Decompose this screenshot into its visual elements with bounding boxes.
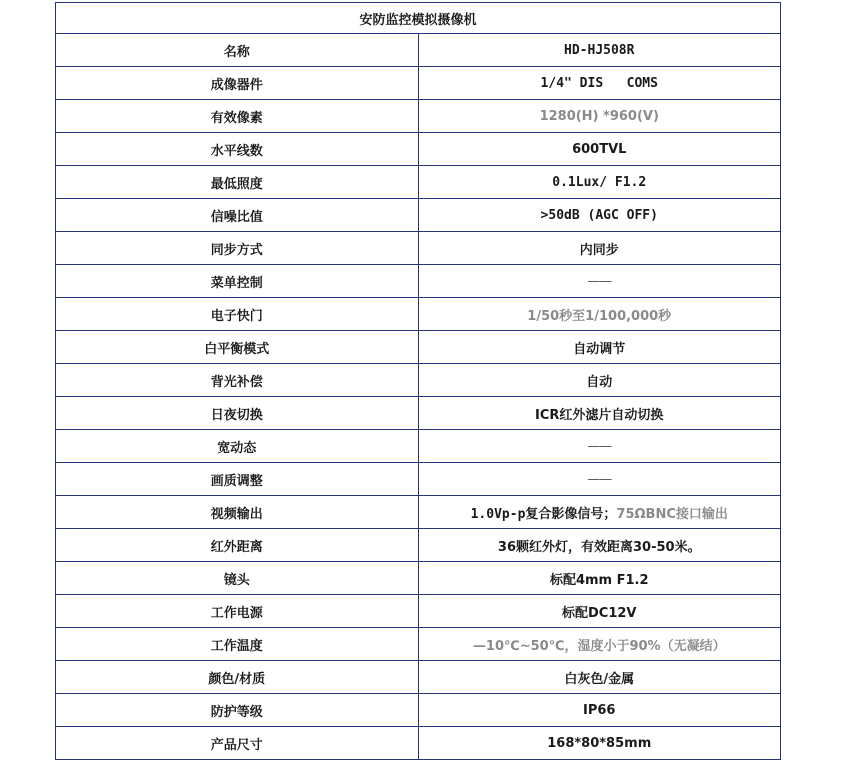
row-label: 镜头: [56, 562, 419, 595]
row-label: 信噪比值: [56, 199, 419, 232]
table-row: [56, 133, 781, 166]
row-label: 宽动态: [56, 430, 419, 463]
row-value: 标配4mm F1.2: [418, 562, 781, 595]
row-label: 颜色/材质: [56, 661, 419, 694]
row-value: 标配DC12V: [418, 595, 781, 628]
row-value: 1/50秒至1/100,000秒: [418, 298, 781, 331]
row-label: 水平线数: [56, 133, 419, 166]
table-row: [56, 331, 781, 364]
table-row: [56, 661, 781, 694]
row-label: 有效像素: [56, 100, 419, 133]
row-value: 自动: [418, 364, 781, 397]
row-label: 菜单控制: [56, 265, 419, 298]
table-row: [56, 265, 781, 298]
table-row: [56, 430, 781, 463]
row-value: 白灰色/金属: [418, 661, 781, 694]
row-value: 0.1Lux/ F1.2: [418, 166, 781, 199]
row-value-part1: 1.0Vp-p复合影像信号；: [470, 506, 617, 522]
table-row: [56, 628, 781, 661]
table-row: [56, 298, 781, 331]
row-label: 视频输出: [56, 496, 419, 529]
row-value: ——: [418, 463, 781, 496]
row-value: 600TVL: [418, 133, 781, 166]
row-value: ICR红外滤片自动切换: [418, 397, 781, 430]
row-label: 红外距离: [56, 529, 419, 562]
spec-table: [55, 2, 781, 760]
table-row: [56, 694, 781, 727]
row-value: 自动调节: [418, 331, 781, 364]
row-label: 产品尺寸: [56, 727, 419, 760]
table-row: [56, 67, 781, 100]
row-value: HD-HJ508R: [418, 34, 781, 67]
row-label: 工作电源: [56, 595, 419, 628]
table-row: [56, 166, 781, 199]
table-title-row: [56, 3, 781, 34]
row-value: IP66: [418, 694, 781, 727]
table-title: 安防监控模拟摄像机: [56, 3, 781, 34]
row-label: 防护等级: [56, 694, 419, 727]
table-row: [56, 364, 781, 397]
row-value: [418, 496, 781, 529]
table-row: [56, 463, 781, 496]
row-label: 最低照度: [56, 166, 419, 199]
table-row: [56, 199, 781, 232]
table-row: [56, 595, 781, 628]
row-label: 日夜切换: [56, 397, 419, 430]
row-value: 36颗红外灯，有效距离30-50米。: [418, 529, 781, 562]
row-value-part2: 75ΩBNC接口输出: [616, 506, 728, 522]
row-value: —10℃~50℃，湿度小于90%（无凝结）: [418, 628, 781, 661]
row-label: 白平衡模式: [56, 331, 419, 364]
row-label: 名称: [56, 34, 419, 67]
table-row: [56, 100, 781, 133]
table-row: [56, 529, 781, 562]
row-value: ——: [418, 265, 781, 298]
row-label: 工作温度: [56, 628, 419, 661]
row-label: 背光补偿: [56, 364, 419, 397]
row-value: 1280(H) *960(V): [418, 100, 781, 133]
row-value: >50dB (AGC OFF): [418, 199, 781, 232]
row-value: 内同步: [418, 232, 781, 265]
row-value: ——: [418, 430, 781, 463]
table-row: [56, 232, 781, 265]
row-label: 同步方式: [56, 232, 419, 265]
row-value: 168*80*85mm: [418, 727, 781, 760]
row-value: 1/4" DIS COMS: [418, 67, 781, 100]
table-row: [56, 397, 781, 430]
table-row: [56, 562, 781, 595]
row-label: 电子快门: [56, 298, 419, 331]
row-label: 画质调整: [56, 463, 419, 496]
table-row: [56, 727, 781, 760]
row-label: 成像器件: [56, 67, 419, 100]
table-row: [56, 496, 781, 529]
table-row: [56, 34, 781, 67]
